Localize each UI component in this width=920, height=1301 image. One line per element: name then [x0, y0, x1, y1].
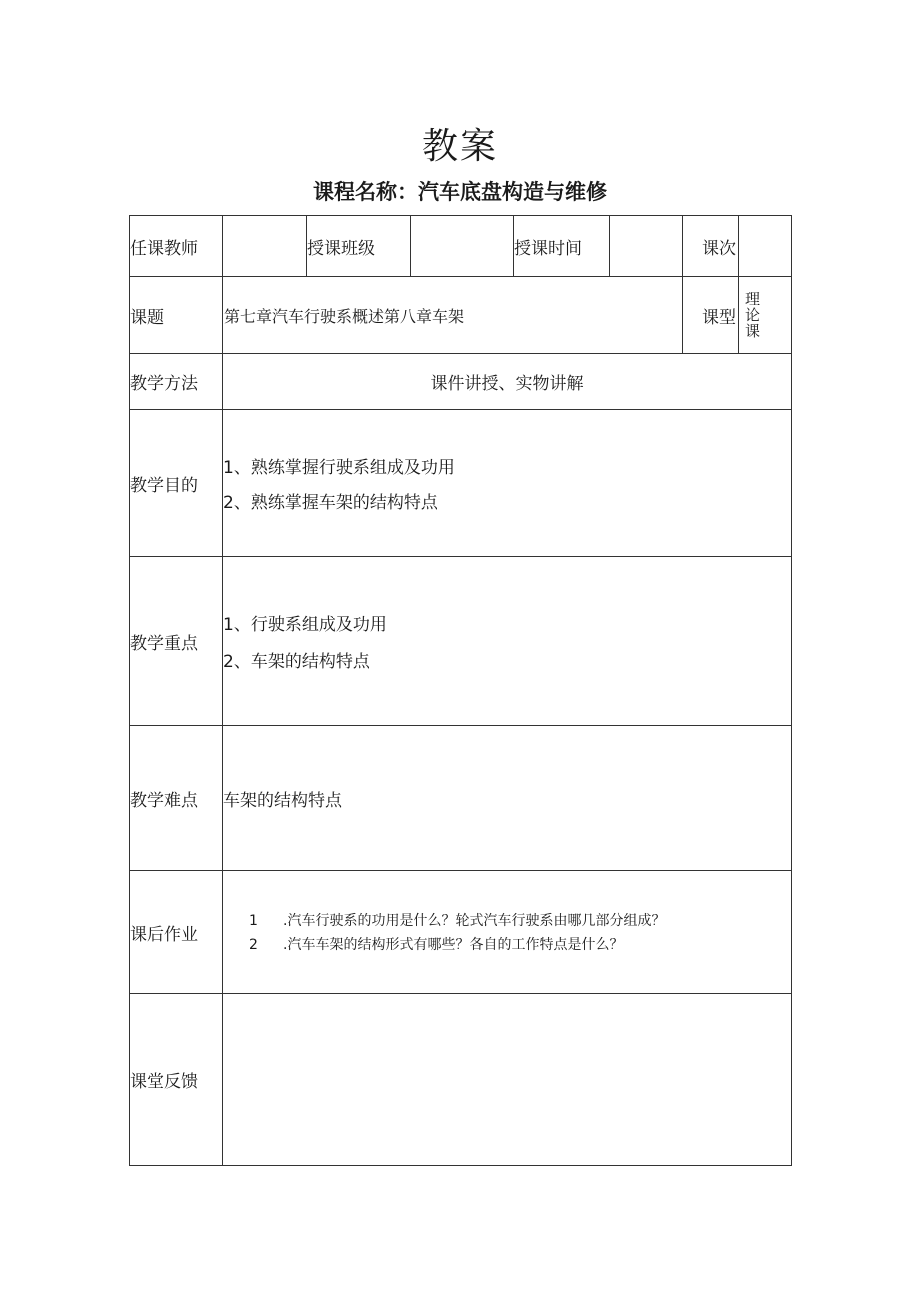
difficulties-label: 教学难点: [130, 726, 223, 871]
class-label: 授课班级: [307, 216, 411, 277]
type-char-1: 理: [745, 290, 761, 308]
objective-item: 1、熟练掌握行驶系组成及功用: [223, 458, 455, 478]
key-point-item: 1、行驶系组成及功用: [223, 615, 387, 635]
row-topic: [130, 277, 792, 354]
session-label: 课次: [683, 216, 739, 277]
row-homework: [130, 871, 792, 994]
homework-number: 1: [249, 913, 258, 929]
homework-item: [223, 934, 791, 954]
class-value: [411, 216, 514, 277]
teacher-value: [223, 216, 307, 277]
homework-item: [223, 910, 791, 930]
objective-item: 2、熟练掌握车架的结构特点: [223, 493, 438, 513]
type-label: 课型: [683, 277, 739, 354]
document-title: 教案: [421, 126, 498, 167]
lesson-plan-table: [129, 215, 792, 1166]
time-label: 授课时间: [514, 216, 610, 277]
homework-text: .汽车车架的结构形式有哪些？各自的工作特点是什么？: [283, 937, 624, 953]
feedback-value: [223, 994, 792, 1166]
row-feedback: [130, 994, 792, 1166]
row-objectives: [130, 410, 792, 557]
feedback-label: 课堂反馈: [130, 994, 223, 1166]
course-name: 课程名称：汽车底盘构造与维修: [313, 180, 607, 204]
topic-value: 第七章汽车行驶系概述第八章车架: [223, 277, 683, 354]
difficulties-value: 车架的结构特点: [223, 726, 792, 871]
objectives-content: [223, 410, 792, 557]
type-char-2: 论: [745, 306, 761, 324]
topic-label: 课题: [130, 277, 223, 354]
key-point-item: 2、车架的结构特点: [223, 652, 370, 672]
type-char-3: 课: [745, 322, 761, 340]
key-points-label: 教学重点: [130, 557, 223, 726]
methods-value: 课件讲授、实物讲解: [223, 354, 792, 410]
teacher-label: 任课教师: [130, 216, 223, 277]
key-points-content: [223, 557, 792, 726]
homework-text: .汽车行驶系的功用是什么？轮式汽车行驶系由哪几部分组成？: [283, 913, 666, 929]
methods-label: 教学方法: [130, 354, 223, 410]
homework-label: 课后作业: [130, 871, 223, 994]
row-basic-info: [130, 216, 792, 277]
type-value: [739, 277, 792, 354]
session-value: [739, 216, 792, 277]
homework-number: 2: [249, 937, 258, 953]
objectives-label: 教学目的: [130, 410, 223, 557]
row-methods: [130, 354, 792, 410]
time-value: [610, 216, 683, 277]
row-difficulties: [130, 726, 792, 871]
homework-content: [223, 871, 792, 994]
row-key-points: [130, 557, 792, 726]
